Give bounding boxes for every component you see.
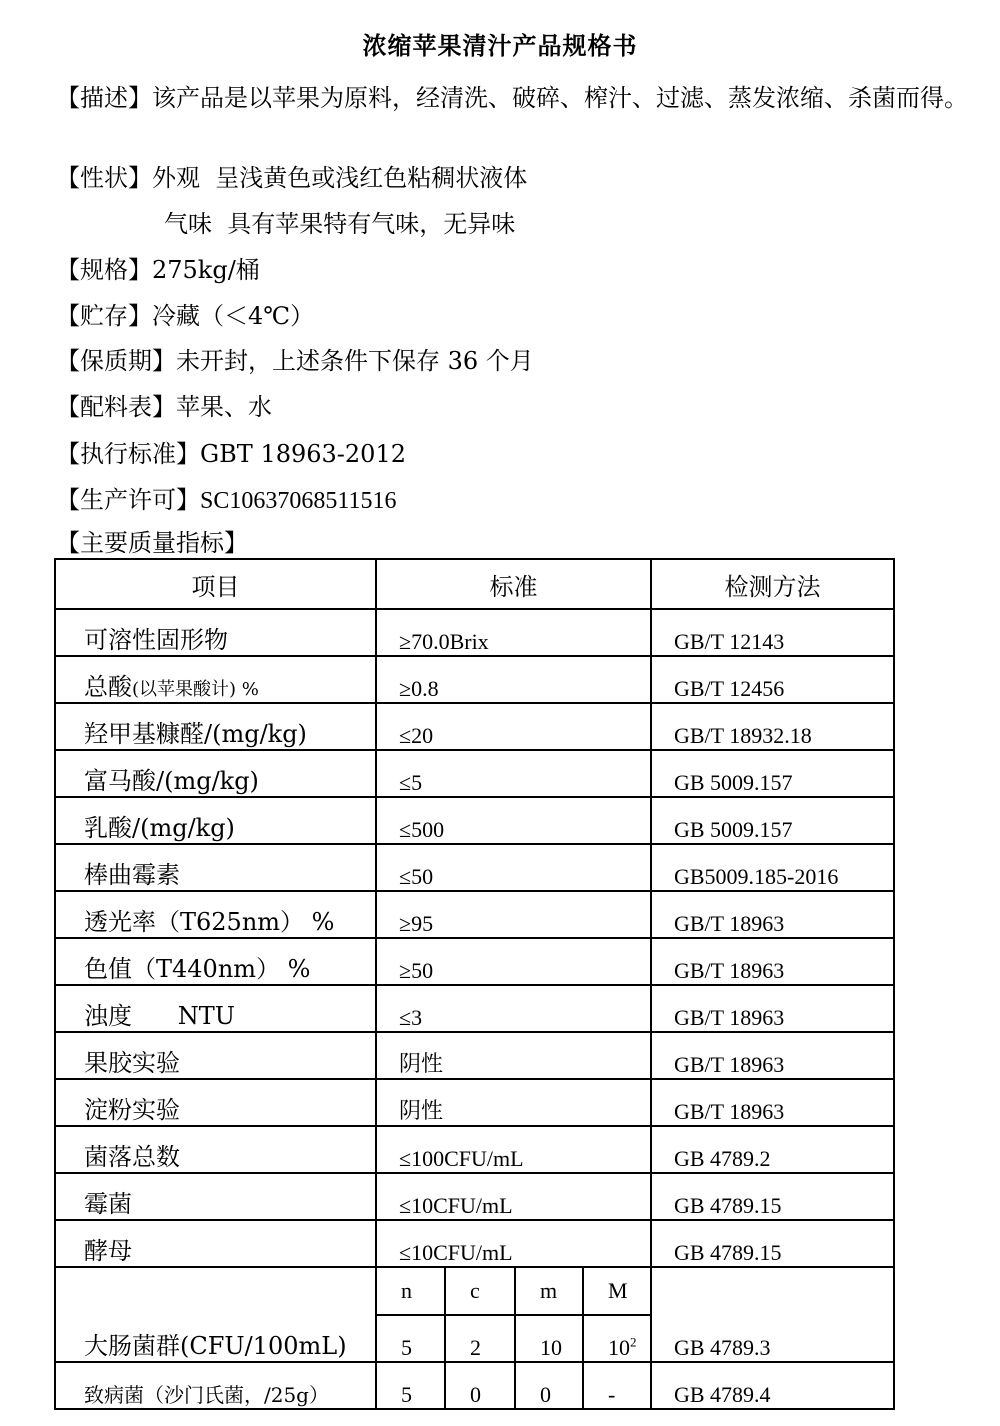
shelf-life-value: 未开封，上述条件下保存 36 个月 bbox=[176, 347, 534, 375]
row-item bbox=[55, 1126, 376, 1173]
row-standard: ≥95 bbox=[376, 891, 651, 938]
specification-value: 275kg/桶 bbox=[152, 256, 260, 284]
pathogen-c: 0 bbox=[445, 1362, 515, 1409]
row-standard: 阴性 bbox=[376, 1079, 651, 1126]
header-standard: 标准 bbox=[376, 559, 651, 609]
row-method: GB/T 12143 bbox=[651, 609, 894, 656]
row-standard: ≤5 bbox=[376, 750, 651, 797]
row-method: GB/T 18963 bbox=[651, 1079, 894, 1126]
row-standard: ≤10CFU/mL bbox=[376, 1173, 651, 1220]
row-method: GB 5009.157 bbox=[651, 750, 894, 797]
row-method: GB 4789.15 bbox=[651, 1220, 894, 1267]
storage-value: 冷藏（＜4℃） bbox=[152, 302, 315, 330]
pathogen-row bbox=[55, 1362, 894, 1409]
row-item bbox=[55, 750, 376, 797]
row-method: GB/T 18963 bbox=[651, 985, 894, 1032]
standard-value: GBT 18963-2012 bbox=[200, 440, 406, 468]
table-row bbox=[55, 703, 894, 750]
appearance-smell-line bbox=[164, 208, 515, 240]
description-text: 该产品是以苹果为原料，经清洗、破碎、榨汁、过滤、蒸发浓缩、杀菌而得。 bbox=[152, 84, 968, 112]
coliform-item-text: 大肠菌群(CFU/100mL) bbox=[84, 1332, 347, 1360]
row-item-text: 总酸 bbox=[84, 673, 132, 701]
row-standard: 阴性 bbox=[376, 1032, 651, 1079]
table-row bbox=[55, 985, 894, 1032]
row-method: GB/T 18963 bbox=[651, 1032, 894, 1079]
ingredients-label: 【配料表】 bbox=[56, 393, 176, 421]
sampling-header-m: m bbox=[515, 1267, 583, 1315]
row-item bbox=[55, 985, 376, 1032]
row-method: GB/T 18963 bbox=[651, 891, 894, 938]
row-item bbox=[55, 844, 376, 891]
row-item-text: 浊度 NTU bbox=[84, 1002, 236, 1030]
row-item-text: 可溶性固形物 bbox=[84, 626, 228, 654]
storage-label: 【贮存】 bbox=[56, 302, 152, 330]
sampling-header-c: c bbox=[445, 1267, 515, 1315]
sampling-header-M: M bbox=[583, 1267, 651, 1315]
pathogen-M: - bbox=[583, 1362, 651, 1409]
description-line bbox=[56, 80, 986, 116]
ingredients-line bbox=[56, 391, 272, 423]
row-standard: ≤500 bbox=[376, 797, 651, 844]
row-item-text: 霉菌 bbox=[84, 1190, 132, 1218]
row-method: GB/T 12456 bbox=[651, 656, 894, 703]
row-item bbox=[55, 1220, 376, 1267]
ingredients-value: 苹果、水 bbox=[176, 393, 272, 421]
pathogen-method: GB 4789.4 bbox=[651, 1362, 894, 1409]
specification-line bbox=[56, 254, 260, 286]
row-standard: ≤20 bbox=[376, 703, 651, 750]
pathogen-n: 5 bbox=[376, 1362, 445, 1409]
row-item-text: 果胶实验 bbox=[84, 1049, 180, 1077]
license-label: 【生产许可】 bbox=[56, 486, 200, 514]
coliform-M bbox=[583, 1315, 651, 1362]
table-row bbox=[55, 938, 894, 985]
row-item bbox=[55, 1079, 376, 1126]
header-item: 项目 bbox=[55, 559, 376, 609]
table-row bbox=[55, 1032, 894, 1079]
row-method: GB 4789.15 bbox=[651, 1173, 894, 1220]
row-item-text: 酵母 bbox=[84, 1237, 132, 1265]
row-item-note: (以苹果酸计) % bbox=[132, 679, 259, 700]
row-item bbox=[55, 703, 376, 750]
table-row bbox=[55, 1173, 894, 1220]
table-row bbox=[55, 750, 894, 797]
coliform-M-exponent: 2 bbox=[630, 1334, 637, 1350]
license-value: SC10637068511516 bbox=[200, 488, 397, 514]
table-row bbox=[55, 891, 894, 938]
table-row bbox=[55, 1126, 894, 1173]
row-item bbox=[55, 656, 376, 703]
row-item bbox=[55, 1032, 376, 1079]
row-method: GB5009.185-2016 bbox=[651, 844, 894, 891]
row-standard: ≤50 bbox=[376, 844, 651, 891]
coliform-item bbox=[55, 1267, 376, 1362]
row-item bbox=[55, 891, 376, 938]
table-row bbox=[55, 1220, 894, 1267]
license-line bbox=[56, 484, 396, 517]
appearance-label: 【性状】 bbox=[56, 164, 152, 192]
row-item-text: 棒曲霉素 bbox=[84, 861, 180, 889]
appearance-smell: 气味 具有苹果特有气味，无异味 bbox=[164, 210, 516, 238]
appearance-look: 外观 呈浅黄色或浅红色粘稠状液体 bbox=[152, 164, 528, 192]
coliform-method: GB 4789.3 bbox=[651, 1267, 894, 1362]
row-item bbox=[55, 938, 376, 985]
standard-line bbox=[56, 438, 406, 470]
row-item bbox=[55, 797, 376, 844]
row-standard: ≤3 bbox=[376, 985, 651, 1032]
shelf-life-line bbox=[56, 345, 534, 377]
row-standard: ≤10CFU/mL bbox=[376, 1220, 651, 1267]
table-row bbox=[55, 609, 894, 656]
row-standard: ≥0.8 bbox=[376, 656, 651, 703]
row-item bbox=[55, 1173, 376, 1220]
coliform-c: 2 bbox=[445, 1315, 515, 1362]
row-method: GB 5009.157 bbox=[651, 797, 894, 844]
row-standard: ≤100CFU/mL bbox=[376, 1126, 651, 1173]
table-row bbox=[55, 1079, 894, 1126]
appearance-line bbox=[56, 162, 527, 194]
row-method: GB/T 18932.18 bbox=[651, 703, 894, 750]
sampling-header-n: n bbox=[376, 1267, 445, 1315]
description-label: 【描述】 bbox=[56, 84, 152, 112]
table-row bbox=[55, 656, 894, 703]
quality-table bbox=[54, 558, 895, 1410]
specification-label: 【规格】 bbox=[56, 256, 152, 284]
standard-label: 【执行标准】 bbox=[56, 440, 200, 468]
row-standard: ≥70.0Brix bbox=[376, 609, 651, 656]
row-method: GB 4789.2 bbox=[651, 1126, 894, 1173]
coliform-m: 10 bbox=[515, 1315, 583, 1362]
row-item bbox=[55, 609, 376, 656]
shelf-life-label: 【保质期】 bbox=[56, 347, 176, 375]
table-header-row bbox=[55, 559, 894, 609]
row-standard: ≥50 bbox=[376, 938, 651, 985]
row-item-text: 色值（T440nm） % bbox=[84, 955, 311, 983]
document-title: 浓缩苹果清汁产品规格书 bbox=[362, 31, 638, 60]
pathogen-item: 致病菌（沙门氏菌，/25g） bbox=[55, 1362, 376, 1409]
row-item-text: 菌落总数 bbox=[84, 1143, 180, 1171]
row-item-text: 富马酸/(mg/kg) bbox=[84, 767, 259, 795]
storage-line bbox=[56, 300, 314, 332]
table-row bbox=[55, 844, 894, 891]
row-item-text: 透光率（T625nm） % bbox=[84, 908, 335, 936]
table-row bbox=[55, 797, 894, 844]
row-item-text: 羟甲基糠醛/(mg/kg) bbox=[84, 720, 307, 748]
quality-heading: 【主要质量指标】 bbox=[56, 529, 248, 557]
coliform-n: 5 bbox=[376, 1315, 445, 1362]
coliform-M-base: 10 bbox=[608, 1335, 630, 1360]
row-method: GB/T 18963 bbox=[651, 938, 894, 985]
row-item-text: 乳酸/(mg/kg) bbox=[84, 814, 235, 842]
header-method: 检测方法 bbox=[651, 559, 894, 609]
row-item-text: 淀粉实验 bbox=[84, 1096, 180, 1124]
pathogen-m: 0 bbox=[515, 1362, 583, 1409]
coliform-sampling-header-row bbox=[55, 1267, 894, 1315]
